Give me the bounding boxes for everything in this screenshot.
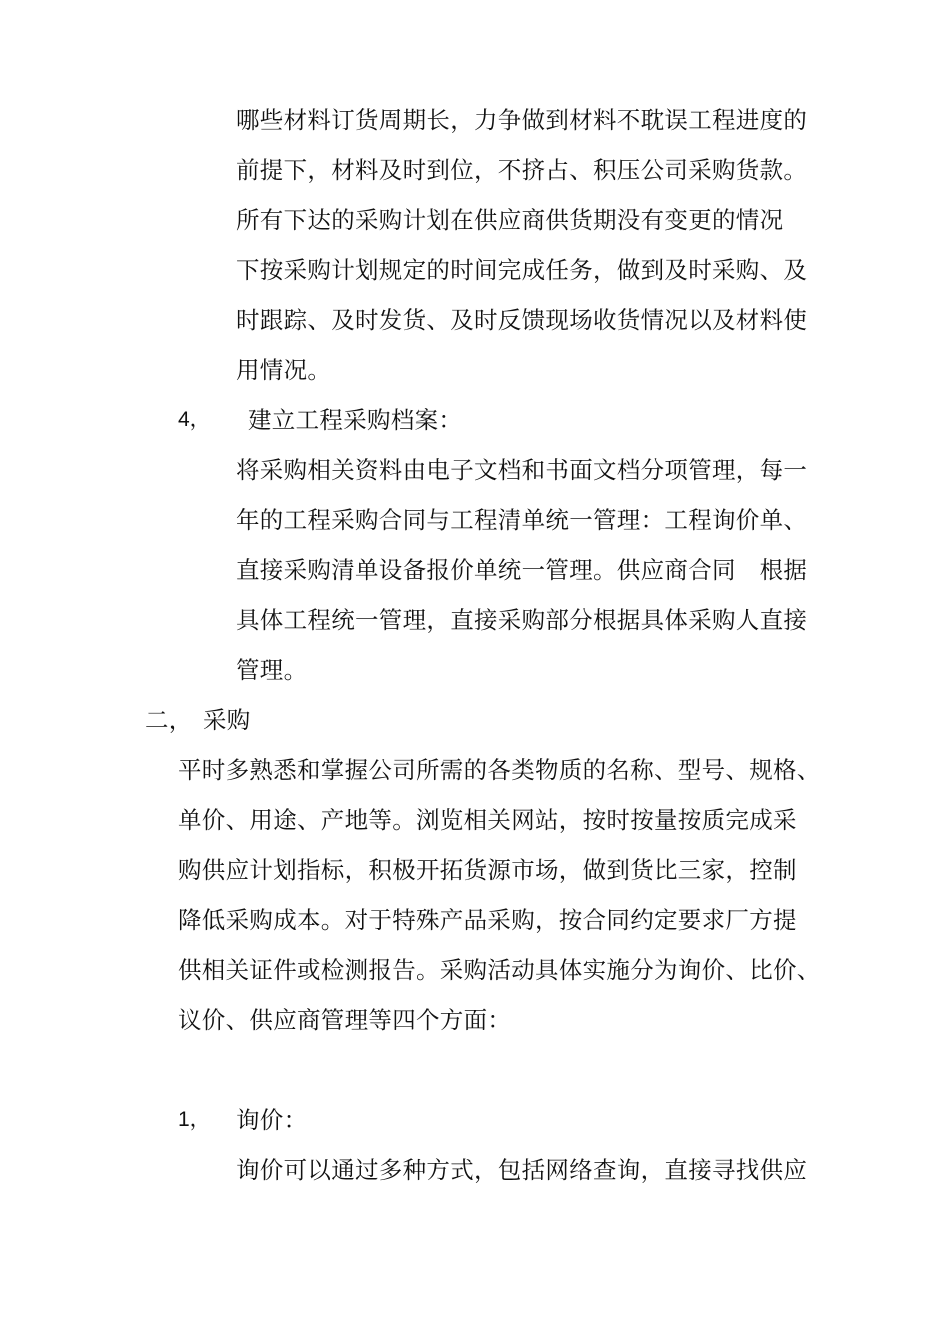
item1-number: 1，: [178, 1108, 211, 1131]
para1-line-5: 时跟踪、及时发货、及时反馈现场收货情况以及材料使: [236, 306, 808, 334]
item4-line-3: 直接采购清单设备报价单统一管理。供应商合同 根据: [236, 556, 808, 584]
item4-line-4: 具体工程统一管理，直接采购部分根据具体采购人直接: [236, 606, 808, 634]
section2-heading: 采购: [203, 706, 251, 734]
item4-line-5: 管理。: [236, 656, 308, 684]
item4-number: 4，: [178, 408, 211, 431]
para1-line-6: 用情况。: [236, 356, 332, 384]
para1-line-2: 前提下，材料及时到位，不挤占、积压公司采购货款。: [236, 156, 808, 184]
item4-line-2: 年的工程采购合同与工程清单统一管理：工程询价单、: [236, 506, 808, 534]
section2-line-2: 单价、用途、产地等。浏览相关网站，按时按量按质完成采: [178, 806, 797, 834]
section2-line-6: 议价、供应商管理等四个方面：: [178, 1006, 512, 1034]
item1-line-1: 询价可以通过多种方式，包括网络查询，直接寻找供应: [236, 1156, 808, 1184]
item4-line-1: 将采购相关资料由电子文档和书面文档分项管理，每一: [236, 456, 808, 484]
section2-number: 二，: [145, 706, 193, 734]
para1-line-4: 下按采购计划规定的时间完成任务，做到及时采购、及: [236, 256, 808, 284]
section2-line-4: 降低采购成本。对于特殊产品采购，按合同约定要求厂方提: [178, 906, 797, 934]
item1-heading: 询价：: [236, 1106, 308, 1134]
section2-line-3: 购供应计划指标，积极开拓货源市场，做到货比三家，控制: [178, 856, 797, 884]
section2-line-5: 供相关证件或检测报告。采购活动具体实施分为询价、比价、: [178, 956, 821, 984]
para1-line-1: 哪些材料订货周期长，力争做到材料不耽误工程进度的: [236, 106, 808, 134]
para1-line-3: 所有下达的采购计划在供应商供货期没有变更的情况: [236, 206, 784, 234]
item4-heading: 建立工程采购档案：: [248, 406, 463, 434]
section2-line-1: 平时多熟悉和掌握公司所需的各类物质的名称、型号、规格、: [178, 756, 821, 784]
